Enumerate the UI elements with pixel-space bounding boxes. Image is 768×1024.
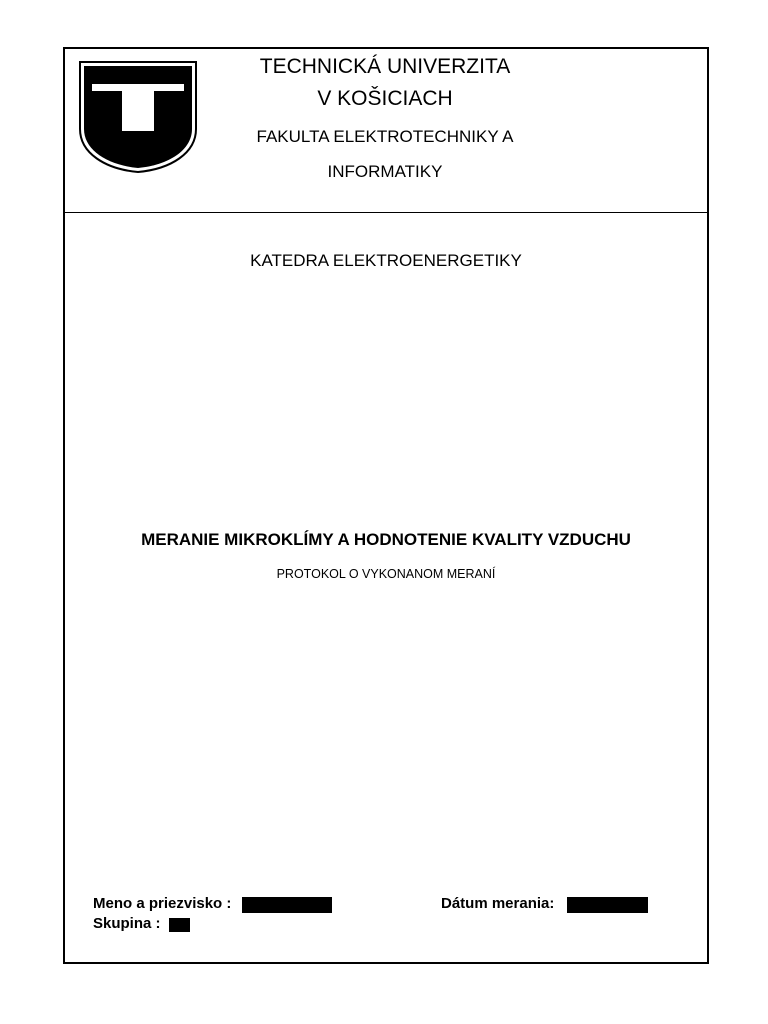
faculty-name-line2: INFORMATIKY xyxy=(327,162,443,181)
department-name: KATEDRA ELEKTROENERGETIKY xyxy=(250,251,522,270)
university-logo-icon xyxy=(79,61,197,173)
date-field-label: Dátum merania: xyxy=(441,895,555,912)
group-field-label: Skupina : xyxy=(93,915,161,932)
name-redaction xyxy=(242,897,332,913)
document-subtitle: PROTOKOL O VYKONANOM MERANÍ xyxy=(276,567,496,581)
university-name-line2: V KOŠICIACH xyxy=(317,87,453,110)
university-name-line1: TECHNICKÁ UNIVERZITA xyxy=(259,55,511,78)
group-redaction xyxy=(169,918,190,932)
document-title: MERANIE MIKROKLÍMY A HODNOTENIE KVALITY VZDUCHU xyxy=(141,530,631,549)
date-redaction xyxy=(567,897,648,913)
name-field-label: Meno a priezvisko : xyxy=(93,895,232,912)
faculty-name-line1: FAKULTA ELEKTROTECHNIKY A xyxy=(256,127,514,146)
page-frame xyxy=(63,47,709,964)
header-divider xyxy=(65,212,707,213)
